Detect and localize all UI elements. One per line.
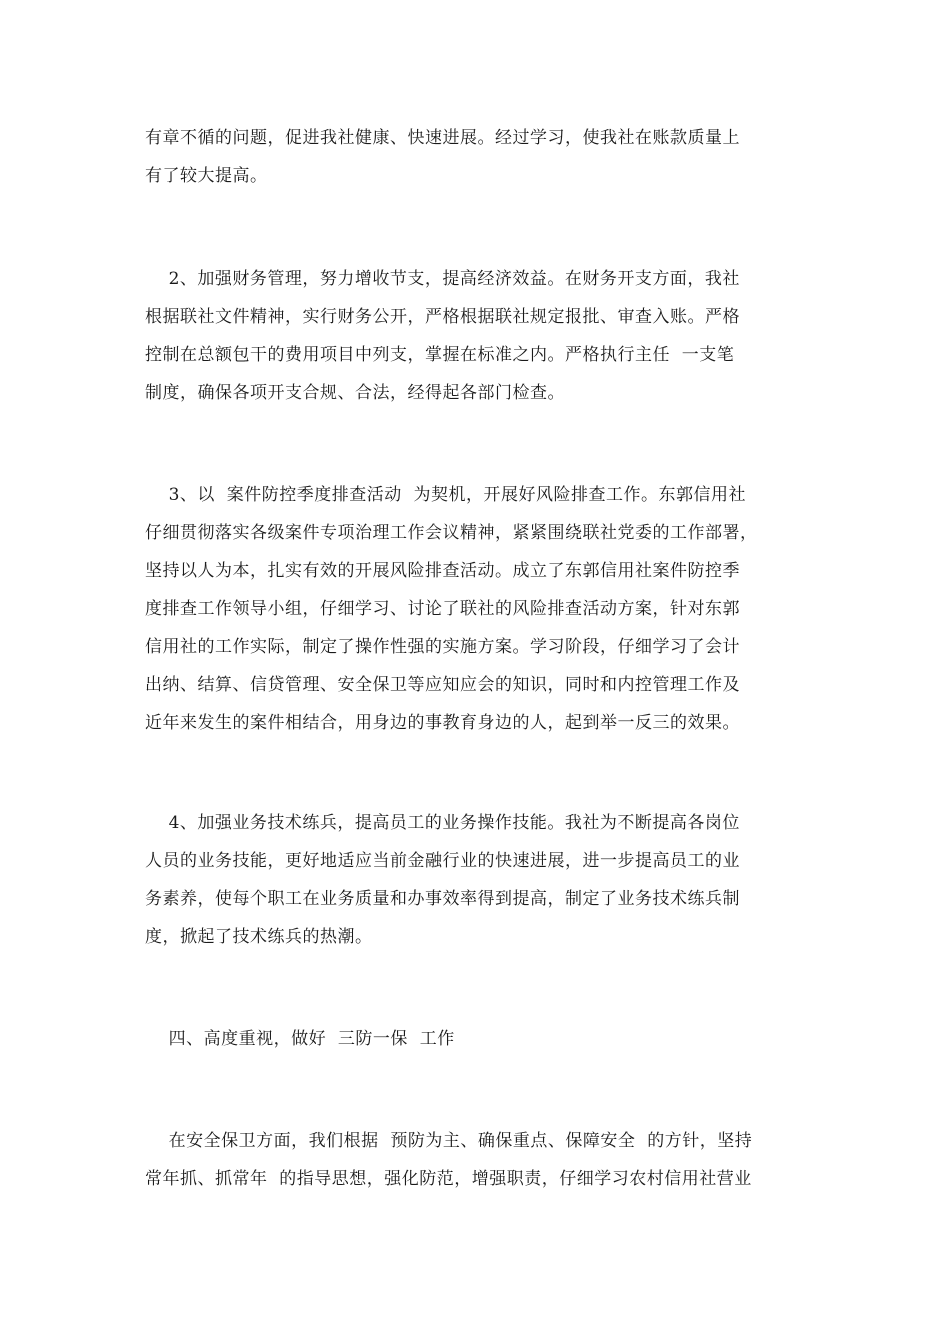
text-line: 控制在总额包干的费用项目中列支，掌握在标准之内。严格执行主任 一支笔 xyxy=(145,345,735,365)
text-line: 坚持以人为本，扎实有效的开展风险排查活动。成立了东郭信用社案件防控季 xyxy=(145,561,740,581)
text-line: 4、加强业务技术练兵，提高员工的业务操作技能。我社为不断提高各岗位 xyxy=(145,813,740,833)
text-line: 务素养，使每个职工在业务质量和办事效率得到提高，制定了业务技术练兵制 xyxy=(145,889,740,909)
text-line: 3、以 案件防控季度排查活动 为契机，开展好风险排查工作。东郭信用社 xyxy=(145,485,747,505)
text-line: 2、加强财务管理，努力增收节支，提高经济效益。在财务开支方面，我社 xyxy=(145,269,740,289)
text-line: 度，掀起了技术练兵的热潮。 xyxy=(145,927,373,947)
text-line: 度排查工作领导小组，仔细学习、讨论了联社的风险排查活动方案，针对东郭 xyxy=(145,599,740,619)
text-line: 仔细贯彻落实各级案件专项治理工作会议精神，紧紧围绕联社党委的工作部署， xyxy=(145,523,758,543)
text-line: 在安全保卫方面，我们根据 预防为主、确保重点、保障安全 的方针，坚持 xyxy=(145,1131,753,1151)
text-line: 近年来发生的案件相结合，用身边的事教育身边的人，起到举一反三的效果。 xyxy=(145,713,740,733)
text-line: 根据联社文件精神，实行财务公开，严格根据联社规定报批、审查入账。严格 xyxy=(145,307,740,327)
section-heading: 四、高度重视，做好 三防一保 工作 xyxy=(145,1029,455,1049)
text-line: 出纳、结算、信贷管理、安全保卫等应知应会的知识，同时和内控管理工作及 xyxy=(145,675,740,695)
text-line: 制度，确保各项开支合规、合法，经得起各部门检查。 xyxy=(145,383,565,403)
text-line: 人员的业务技能，更好地适应当前金融行业的快速进展，进一步提高员工的业 xyxy=(145,851,740,871)
text-line: 有章不循的问题，促进我社健康、快速进展。经过学习，使我社在账款质量上 xyxy=(145,128,740,148)
text-line: 信用社的工作实际，制定了操作性强的实施方案。学习阶段，仔细学习了会计 xyxy=(145,637,740,657)
text-line: 常年抓、抓常年 的指导思想，强化防范，增强职责，仔细学习农村信用社营业 xyxy=(145,1169,752,1189)
text-line: 有了较大提高。 xyxy=(145,166,268,186)
